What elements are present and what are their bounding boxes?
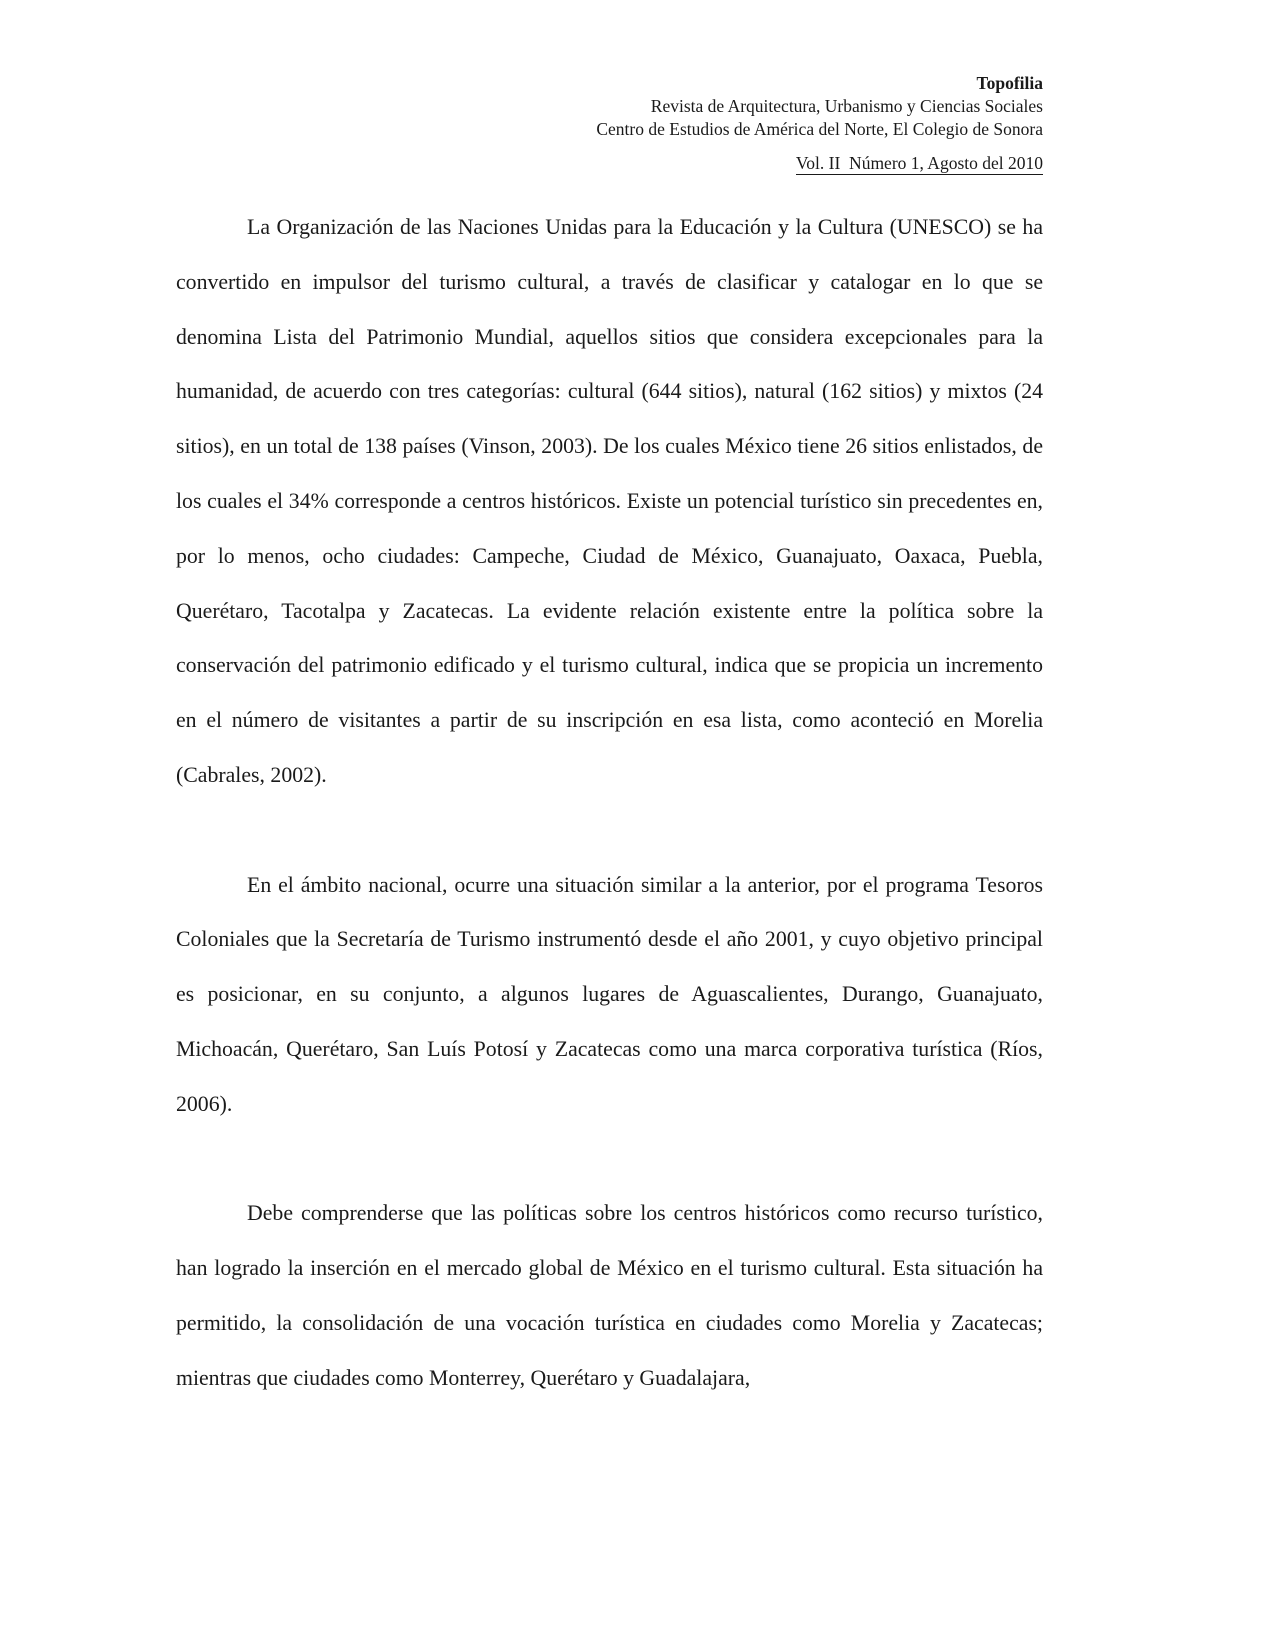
journal-title: Topofilia bbox=[976, 73, 1043, 93]
journal-header bbox=[596, 72, 1043, 175]
institution-name: Centro de Estudios de América del Norte, El Colegio de Sonora bbox=[596, 119, 1043, 139]
paragraph-national: En el ámbito nacional, ocurre una situación similar a la anterior, por el programa Tesoros Coloniales que la Secretaría de Turismo instrumentó desde el año 2001, y cuyo objetivo principal es posicionar, en su conjunto, a algunos lugares de Aguascalientes, Durango, Guanajuato, Michoacán, Querétaro, San Luís Potosí y Zacatecas como una marca corporativa turística (Ríos, 2006). bbox=[176, 872, 1043, 1116]
article-body bbox=[176, 200, 1043, 1406]
volume-issue: Vol. II Número 1, Agosto del 2010 bbox=[795, 153, 1043, 173]
paragraph-unesco: La Organización de las Naciones Unidas para la Educación y la Cultura (UNESCO) se ha convertido en impulsor del turismo cultural, a través de clasificar y catalogar en lo que se denomina Lista del Patrimonio Mundial, aquellos sitios que considera excepcionales para la humanidad, de acuerdo con tres categorías: cultural (644 sitios), natural (162 sitios) y mixtos (24 sitios), en un total de 138 países (Vinson, 2003). De los cuales México tiene 26 sitios enlistados, de los cuales el 34% corresponde a centros históricos. Existe un potencial turístico sin precedentes en, por lo menos, ocho ciudades: Campeche, Ciudad de México, Guanajuato, Oaxaca, Puebla, Querétaro, Tacotalpa y Zacatecas. La evidente relación existente entre la política sobre la conservación del patrimonio edificado y el turismo cultural, indica que se propicia un incremento en el número de visitantes a partir de su inscripción en esa lista, como aconteció en Morelia (Cabrales, 2002). bbox=[176, 215, 1043, 787]
paragraph-policies: Debe comprenderse que las políticas sobre los centros históricos como recurso turístico, han logrado la inserción en el mercado global de México en el turismo cultural. Esta situación ha permitido, la consolidación de una vocación turística en ciudades como Morelia y Zacatecas; mientras que ciudades como Monterrey, Querétaro y Guadalajara, bbox=[176, 1201, 1043, 1390]
journal-subtitle: Revista de Arquitectura, Urbanismo y Ciencias Sociales bbox=[650, 96, 1043, 116]
